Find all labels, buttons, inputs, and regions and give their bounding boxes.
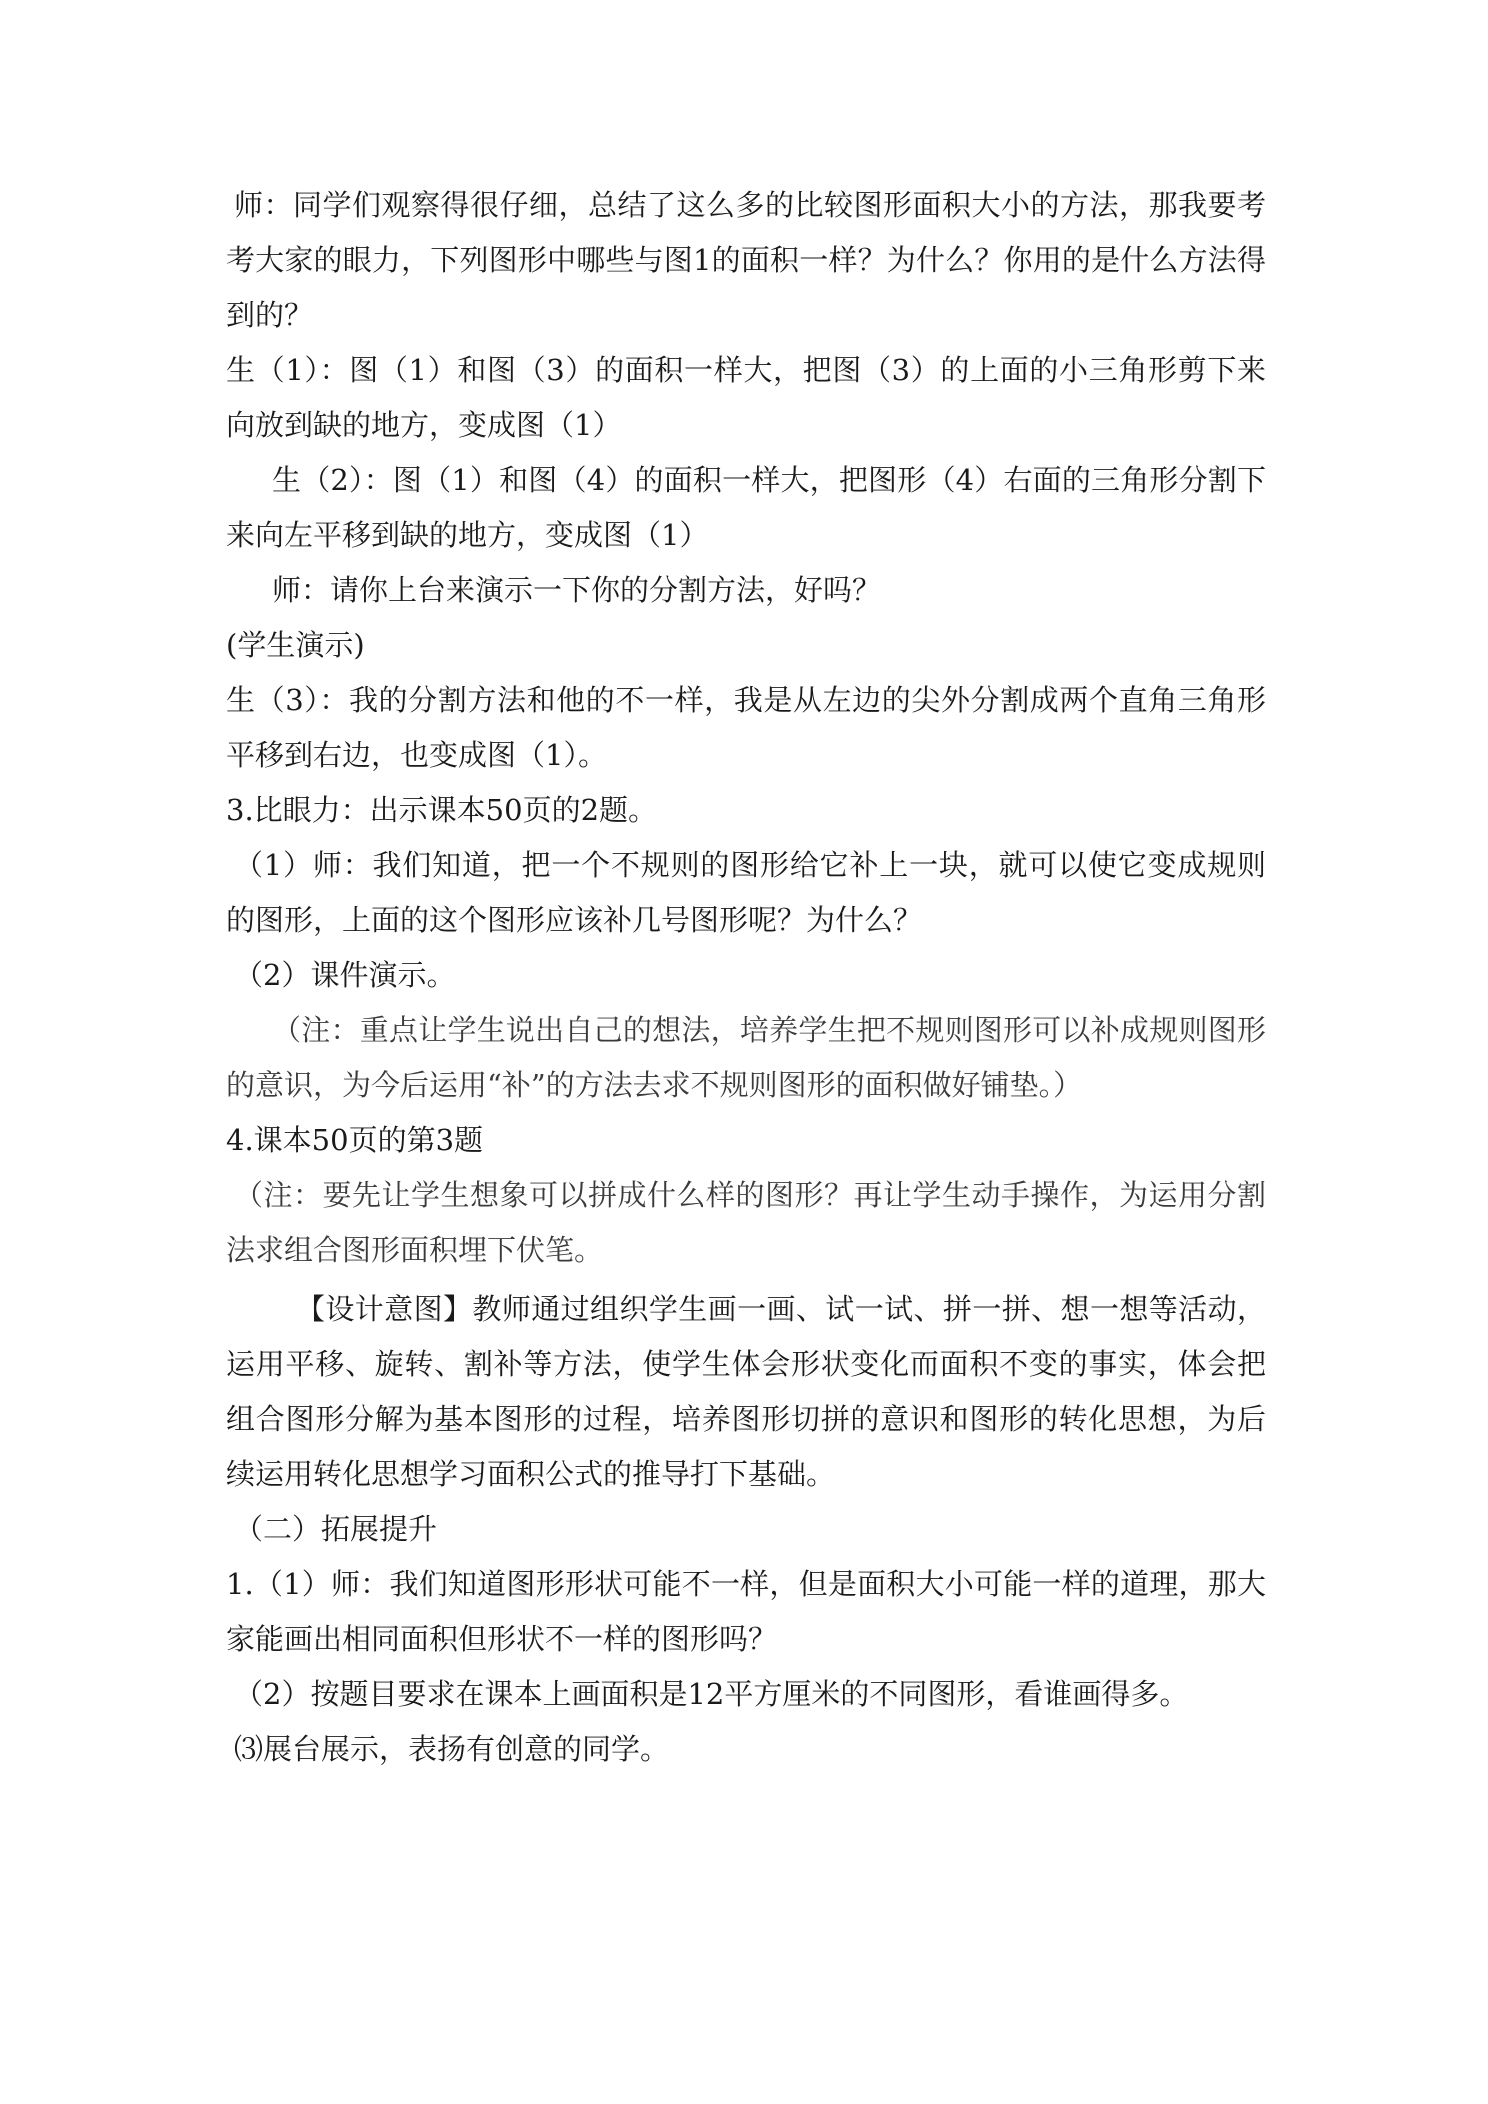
paragraph-item-1-2: （2）按题目要求在课本上画面积是12平方厘米的不同图形，看谁画得多。 (234, 1677, 1189, 1711)
section-heading-extension: （二）拓展提升 (234, 1512, 438, 1546)
paragraph-item-1-3: ⑶展台展示，表扬有创意的同学。 (234, 1732, 670, 1766)
paragraph-note-1: （注：重点让学生说出自己的想法，培养学生把不规则图形可以补成规则图形的意识，为今后运用“补”的方法去求不规则图形的面积做好铺垫。） (226, 1013, 1266, 1102)
paragraph-teacher-demo: 师：请你上台来演示一下你的分割方法，好吗？ (272, 573, 882, 607)
paragraph-student-demo: (学生演示) (226, 628, 365, 662)
paragraph-item-4: 4.课本50页的第3题 (226, 1123, 484, 1157)
paragraph-design-intent: 【设计意图】教师通过组织学生画一画、试一试、拼一拼、想一想等活动，运用平移、旋转、割补等方法，使学生体会形状变化而面积不变的事实，体会把组合图形分解为基本图形的过程，培养图形切拼的意识和图形的转化思想，为后续运用转化思想学习面积公式的推导打下基础。 (226, 1292, 1266, 1491)
paragraph-item-1-1: 1.（1）师：我们知道图形形状可能不一样，但是面积大小可能一样的道理，那大家能画出相同面积但形状不一样的图形吗？ (226, 1567, 1266, 1656)
document-body (226, 178, 1266, 1777)
paragraph-student-1: 生（1）：图（1）和图（3）的面积一样大，把图（3）的上面的小三角形剪下来向放到缺的地方，变成图（1） (226, 353, 1266, 442)
paragraph-item-3: 3.比眼力：出示课本50页的2题。 (226, 793, 658, 827)
paragraph-teacher-question: 师：同学们观察得很仔细，总结了这么多的比较图形面积大小的方法，那我要考考大家的眼力，下列图形中哪些与图1的面积一样？为什么？你用的是什么方法得到的？ (226, 188, 1266, 332)
paragraph-note-2: （注：要先让学生想象可以拼成什么样的图形？再让学生动手操作，为运用分割法求组合图形面积埋下伏笔。 (226, 1178, 1266, 1267)
paragraph-student-2: 生（2）：图（1）和图（4）的面积一样大，把图形（4）右面的三角形分割下来向左平移到缺的地方，变成图（1） (226, 463, 1266, 552)
paragraph-student-3: 生（3）：我的分割方法和他的不一样，我是从左边的尖外分割成两个直角三角形平移到右边，也变成图（1）。 (226, 683, 1266, 772)
paragraph-item-3-2: （2）课件演示。 (234, 958, 456, 992)
paragraph-item-3-1: （1）师：我们知道，把一个不规则的图形给它补上一块，就可以使它变成规则的图形，上面的这个图形应该补几号图形呢？为什么？ (226, 848, 1266, 937)
